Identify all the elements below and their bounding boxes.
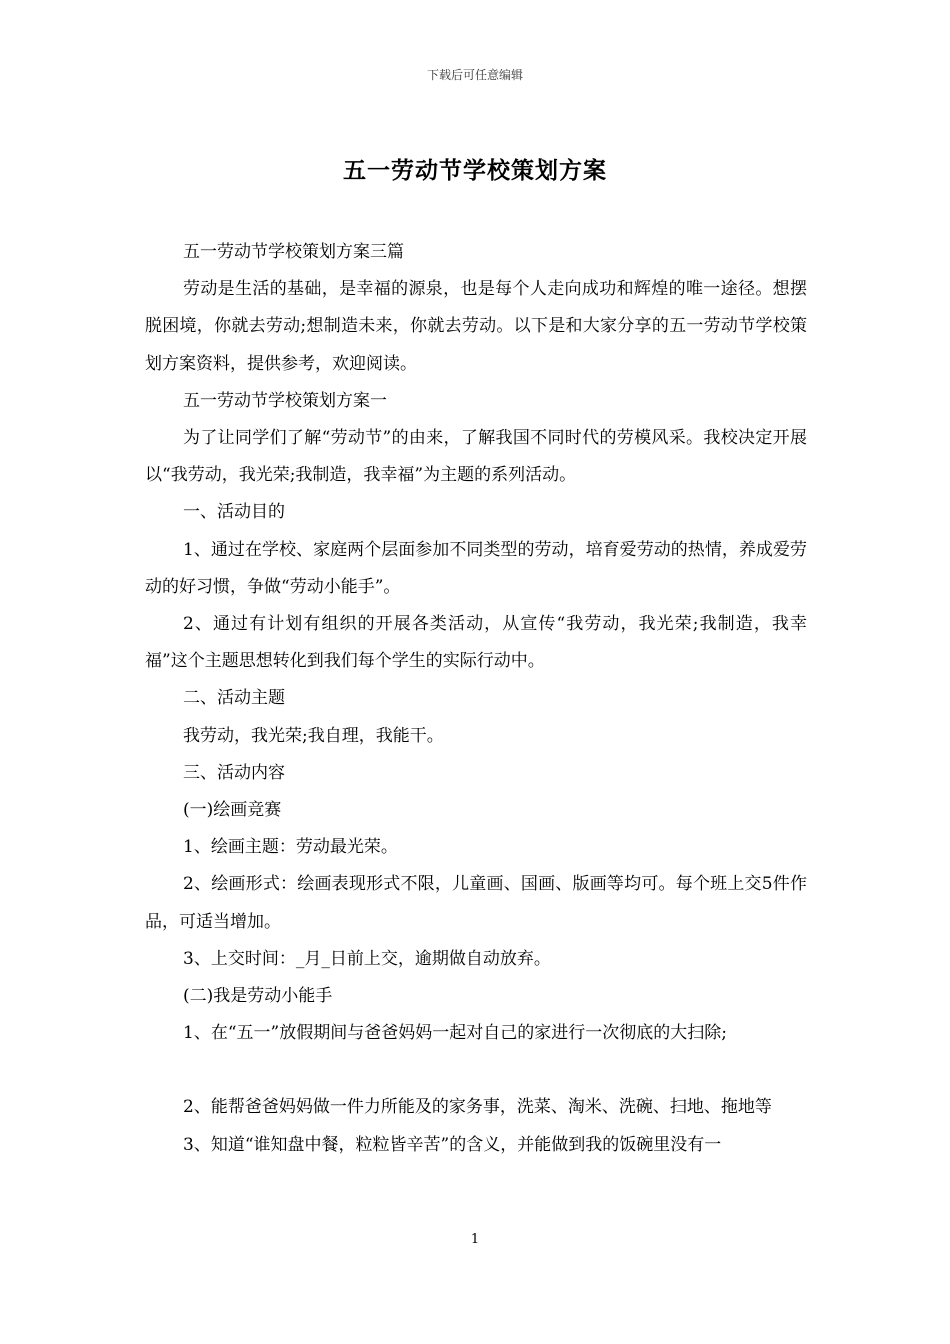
subsection-heading-drawing: (一)绘画竞赛 bbox=[183, 800, 282, 821]
paragraph-drawing-1: 1、绘画主题：劳动最光荣。 bbox=[183, 837, 398, 858]
paragraph-subtitle: 五一劳动节学校策划方案三篇 bbox=[183, 242, 404, 262]
paragraph-theme: 我劳动，我光荣;我自理，我能干。 bbox=[183, 725, 444, 746]
section-heading-theme: 二、活动主题 bbox=[183, 688, 285, 709]
subsection-heading-labor: (二)我是劳动小能手 bbox=[183, 986, 333, 1007]
paragraph-plan-one-heading: 五一劳动节学校策划方案一 bbox=[183, 390, 387, 411]
paragraph-labor-2: 2、能帮爸爸妈妈做一件力所能及的家务事，洗菜、淘米、洗碗、扫地、拖地等 bbox=[183, 1097, 772, 1118]
paragraph-plan-one-intro: 为了让同学们了解“劳动节”的由来，了解我国不同时代的劳模风采。我校决定开展以“我劳动，我光荣;我制造，我幸福”为主题的系列活动。 bbox=[145, 428, 807, 486]
page-number: 1 bbox=[470, 1232, 480, 1247]
header-note: 下载后可任意编辑 bbox=[426, 68, 523, 82]
paragraph-labor-3: 3、知道“谁知盘中餐，粒粒皆辛苦”的含义，并能做到我的饭碗里没有一 bbox=[183, 1134, 722, 1155]
document-body bbox=[145, 234, 807, 1164]
paragraph-labor-1: 1、在“五一”放假期间与爸爸妈妈一起对自己的家进行一次彻底的大扫除; bbox=[183, 1023, 727, 1044]
paragraph-intro: 劳动是生活的基础，是幸福的源泉，也是每个人走向成功和辉煌的唯一途径。想摆脱困境，你就去劳动;想制造未来，你就去劳动。以下是和大家分享的五一劳动节学校策划方案资料，提供参考，欢迎阅读。 bbox=[145, 279, 807, 374]
paragraph-drawing-3: 3、上交时间：_月_日前上交，逾期做自动放弃。 bbox=[183, 948, 551, 969]
paragraph-purpose-1: 1、通过在学校、家庭两个层面参加不同类型的劳动，培育爱劳动的热情，养成爱劳动的好习惯，争做“劳动小能手”。 bbox=[145, 539, 807, 597]
section-heading-content: 三、活动内容 bbox=[183, 762, 285, 783]
paragraph-drawing-2: 2、绘画形式：绘画表现形式不限，儿童画、国画、版画等均可。每个班上交5件作品，可适当增加。 bbox=[145, 874, 807, 932]
paragraph-purpose-2: 2、通过有计划有组织的开展各类活动，从宣传“我劳动，我光荣;我制造，我幸福”这个主题思想转化到我们每个学生的实际行动中。 bbox=[145, 614, 807, 672]
blank-line bbox=[145, 1052, 807, 1089]
section-heading-purpose: 一、活动目的 bbox=[183, 502, 285, 523]
document-title: 五一劳动节学校策划方案 bbox=[343, 157, 607, 184]
